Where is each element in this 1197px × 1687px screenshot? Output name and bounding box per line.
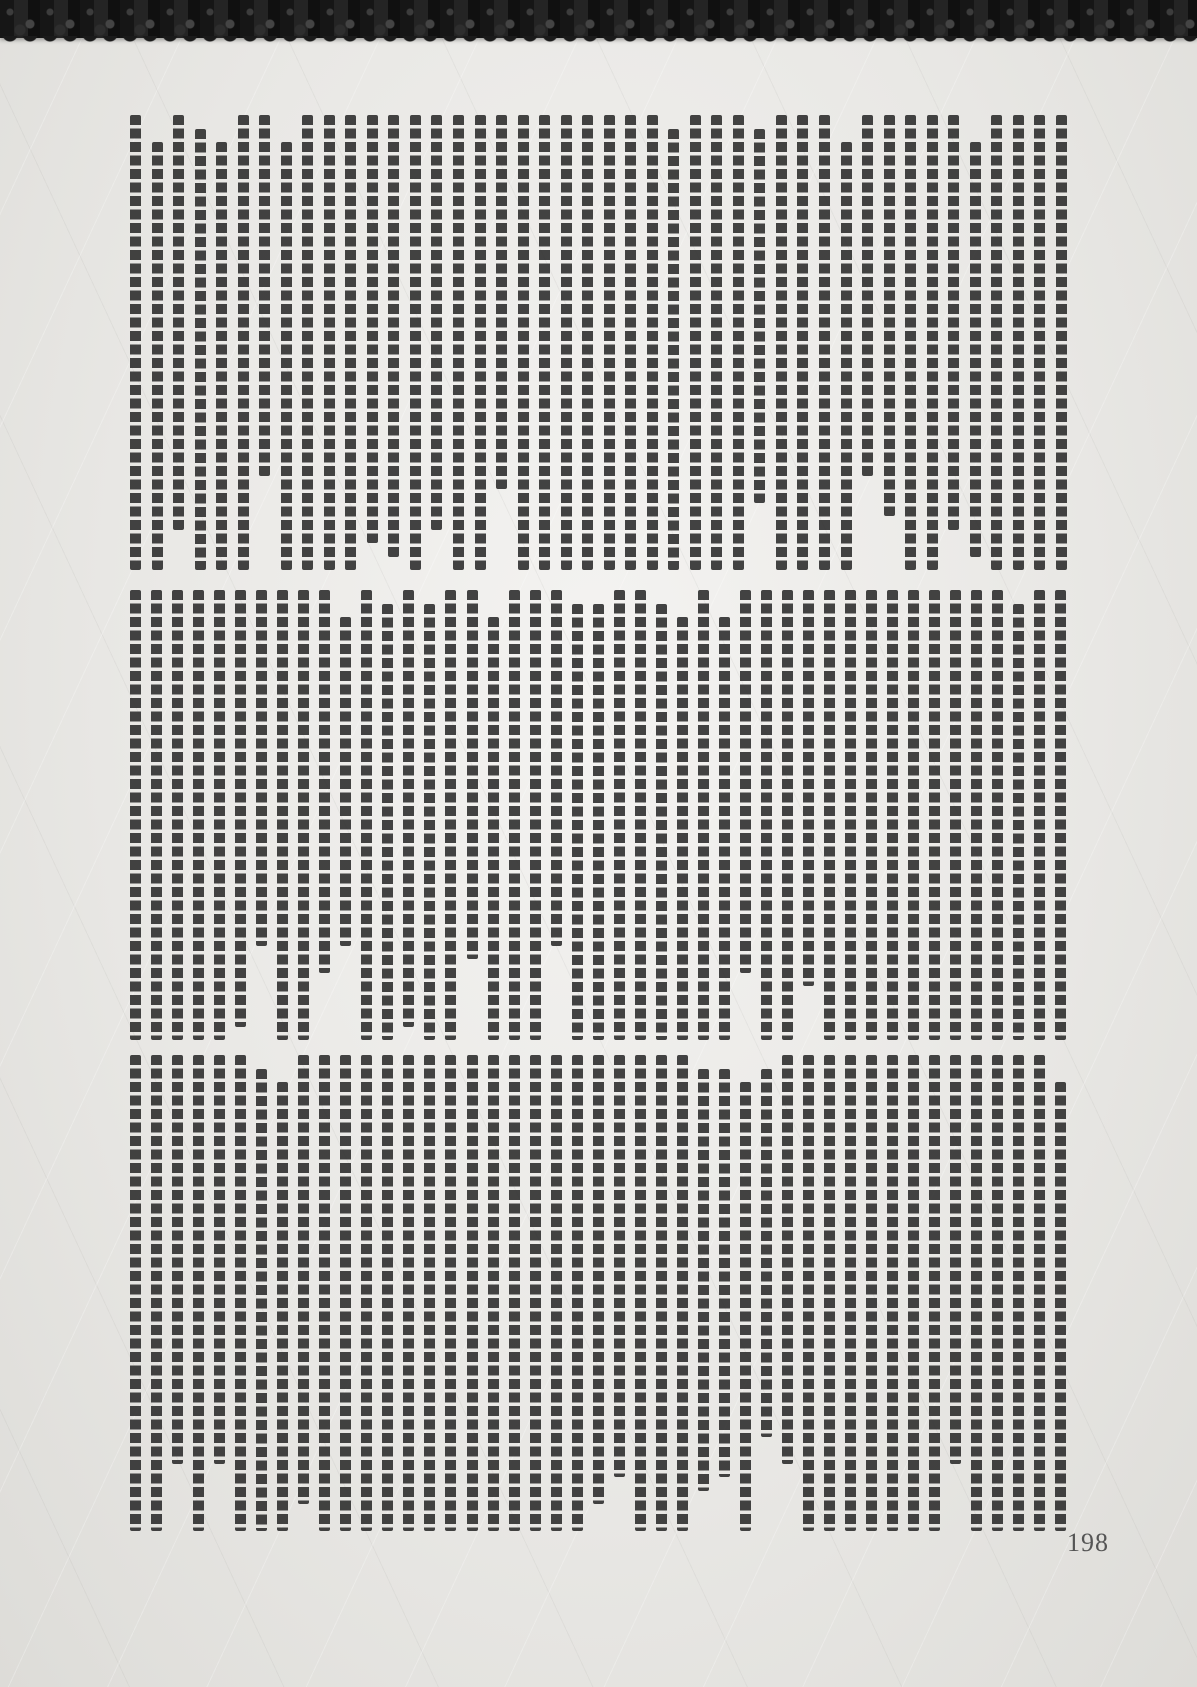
text-column-redacted bbox=[561, 115, 572, 570]
text-column-redacted bbox=[277, 1082, 288, 1531]
text-column-redacted bbox=[172, 1055, 183, 1464]
text-column-redacted bbox=[509, 1055, 520, 1531]
text-column-redacted bbox=[884, 115, 895, 516]
ornamental-border-edge bbox=[0, 36, 1197, 44]
text-column-redacted bbox=[776, 115, 787, 570]
text-section-2 bbox=[130, 590, 1067, 1040]
text-column-redacted bbox=[971, 1055, 982, 1531]
text-column-redacted bbox=[319, 1055, 330, 1531]
text-column-redacted bbox=[403, 590, 414, 1027]
text-column-redacted bbox=[656, 604, 667, 1041]
text-column-redacted bbox=[488, 617, 499, 1040]
text-column-redacted bbox=[614, 590, 625, 1040]
text-column-redacted bbox=[572, 1055, 583, 1531]
text-column-redacted bbox=[719, 617, 730, 1040]
text-column-redacted bbox=[361, 1055, 372, 1531]
text-column-redacted bbox=[345, 115, 356, 570]
text-column-redacted bbox=[152, 142, 163, 570]
text-column-redacted bbox=[235, 590, 246, 1027]
text-column-redacted bbox=[530, 1055, 541, 1531]
text-column-redacted bbox=[782, 1055, 793, 1464]
text-column-redacted bbox=[151, 1055, 162, 1531]
text-column-redacted bbox=[572, 604, 583, 1041]
text-column-redacted bbox=[467, 590, 478, 959]
text-column-redacted bbox=[862, 115, 873, 476]
text-column-redacted bbox=[319, 590, 330, 973]
text-column-redacted bbox=[929, 1055, 940, 1531]
text-column-redacted bbox=[453, 115, 464, 570]
text-column-redacted bbox=[130, 1055, 141, 1531]
text-column-redacted bbox=[151, 590, 162, 1040]
text-column-redacted bbox=[551, 590, 562, 946]
text-column-redacted bbox=[172, 590, 183, 1040]
text-column-redacted bbox=[214, 590, 225, 1040]
text-column-redacted bbox=[1055, 590, 1066, 1040]
text-column-redacted bbox=[761, 590, 772, 1040]
text-column-redacted bbox=[719, 1069, 730, 1478]
text-column-redacted bbox=[887, 590, 898, 1040]
text-column-redacted bbox=[970, 142, 981, 557]
text-column-redacted bbox=[593, 1055, 604, 1504]
text-column-redacted bbox=[410, 115, 421, 570]
text-column-redacted bbox=[298, 590, 309, 1040]
text-column-redacted bbox=[698, 1069, 709, 1491]
text-column-redacted bbox=[431, 115, 442, 530]
text-column-redacted bbox=[403, 1055, 414, 1531]
text-column-redacted bbox=[496, 115, 507, 489]
text-column-redacted bbox=[551, 1055, 562, 1531]
text-column-redacted bbox=[740, 1082, 751, 1531]
text-column-redacted bbox=[754, 129, 765, 503]
text-column-redacted bbox=[866, 1055, 877, 1531]
text-column-redacted bbox=[302, 115, 313, 570]
text-column-redacted bbox=[445, 590, 456, 1040]
text-column-redacted bbox=[130, 115, 141, 570]
text-column-redacted bbox=[782, 590, 793, 1040]
text-column-redacted bbox=[845, 1055, 856, 1531]
text-column-redacted bbox=[992, 590, 1003, 1040]
text-column-redacted bbox=[819, 115, 830, 570]
text-column-redacted bbox=[238, 115, 249, 570]
text-column-redacted bbox=[711, 115, 722, 570]
text-column-redacted bbox=[195, 129, 206, 571]
text-column-redacted bbox=[845, 590, 856, 1040]
text-column-redacted bbox=[656, 1055, 667, 1531]
text-column-redacted bbox=[887, 1055, 898, 1531]
text-column-redacted bbox=[382, 1055, 393, 1531]
text-column-redacted bbox=[1034, 590, 1045, 1040]
text-column-redacted bbox=[992, 1055, 1003, 1531]
page-number: 198 bbox=[1067, 1528, 1109, 1557]
text-column-redacted bbox=[467, 1055, 478, 1531]
text-column-redacted bbox=[698, 590, 709, 1040]
text-column-redacted bbox=[690, 115, 701, 570]
text-column-redacted bbox=[677, 1055, 688, 1531]
text-column-redacted bbox=[625, 115, 636, 570]
text-column-redacted bbox=[733, 115, 744, 570]
text-column-redacted bbox=[259, 115, 270, 476]
text-column-redacted bbox=[298, 1055, 309, 1504]
text-column-redacted bbox=[173, 115, 184, 530]
text-column-redacted bbox=[424, 1055, 435, 1531]
text-column-redacted bbox=[277, 590, 288, 1040]
text-column-redacted bbox=[193, 590, 204, 1040]
text-column-redacted bbox=[824, 1055, 835, 1531]
text-column-redacted bbox=[193, 1055, 204, 1531]
text-column-redacted bbox=[647, 115, 658, 570]
text-column-redacted bbox=[361, 590, 372, 1040]
text-column-redacted bbox=[256, 590, 267, 946]
ornamental-border bbox=[0, 0, 1197, 38]
text-column-redacted bbox=[824, 590, 835, 1040]
text-column-redacted bbox=[518, 115, 529, 570]
text-column-redacted bbox=[740, 590, 751, 973]
text-column-redacted bbox=[803, 590, 814, 986]
text-column-redacted bbox=[488, 1055, 499, 1531]
text-column-redacted bbox=[216, 142, 227, 570]
text-column-redacted bbox=[635, 590, 646, 1040]
text-column-redacted bbox=[130, 590, 141, 1040]
text-column-redacted bbox=[908, 1055, 919, 1531]
text-column-redacted bbox=[582, 115, 593, 570]
text-section-3 bbox=[130, 1055, 1067, 1531]
text-column-redacted bbox=[593, 604, 604, 1041]
text-column-redacted bbox=[539, 115, 550, 570]
text-column-redacted bbox=[1034, 115, 1045, 570]
text-column-redacted bbox=[991, 115, 1002, 570]
text-column-redacted bbox=[841, 142, 852, 570]
text-column-redacted bbox=[604, 115, 615, 570]
text-column-redacted bbox=[927, 115, 938, 570]
text-column-redacted bbox=[382, 604, 393, 1041]
text-column-redacted bbox=[324, 115, 335, 570]
text-column-redacted bbox=[340, 617, 351, 946]
text-column-redacted bbox=[1013, 115, 1024, 570]
text-column-redacted bbox=[668, 129, 679, 571]
text-column-redacted bbox=[929, 590, 940, 1040]
text-column-redacted bbox=[1013, 604, 1024, 1041]
text-column-redacted bbox=[340, 1055, 351, 1531]
text-column-redacted bbox=[509, 590, 520, 1040]
text-column-redacted bbox=[1034, 1055, 1045, 1531]
text-column-redacted bbox=[908, 590, 919, 1040]
text-section-1 bbox=[130, 115, 1067, 570]
text-column-redacted bbox=[1055, 1082, 1066, 1531]
text-column-redacted bbox=[803, 1055, 814, 1531]
text-column-redacted bbox=[677, 617, 688, 1040]
text-column-redacted bbox=[614, 1055, 625, 1477]
text-column-redacted bbox=[235, 1055, 246, 1531]
text-column-redacted bbox=[950, 590, 961, 1040]
text-column-redacted bbox=[256, 1069, 267, 1532]
text-column-redacted bbox=[971, 590, 982, 1040]
text-column-redacted bbox=[905, 115, 916, 570]
text-column-redacted bbox=[948, 115, 959, 530]
text-column-redacted bbox=[1056, 115, 1067, 570]
text-column-redacted bbox=[445, 1055, 456, 1531]
text-column-redacted bbox=[950, 1055, 961, 1464]
text-column-redacted bbox=[761, 1069, 772, 1437]
text-column-redacted bbox=[424, 604, 435, 1041]
text-column-redacted bbox=[797, 115, 808, 570]
text-column-redacted bbox=[281, 142, 292, 570]
text-column-redacted bbox=[866, 590, 877, 1040]
text-column-redacted bbox=[635, 1055, 646, 1531]
text-column-redacted bbox=[367, 115, 378, 543]
text-column-redacted bbox=[1013, 1055, 1024, 1531]
text-column-redacted bbox=[388, 115, 399, 557]
text-column-redacted bbox=[214, 1055, 225, 1464]
text-column-redacted bbox=[475, 115, 486, 570]
text-column-redacted bbox=[530, 590, 541, 1040]
